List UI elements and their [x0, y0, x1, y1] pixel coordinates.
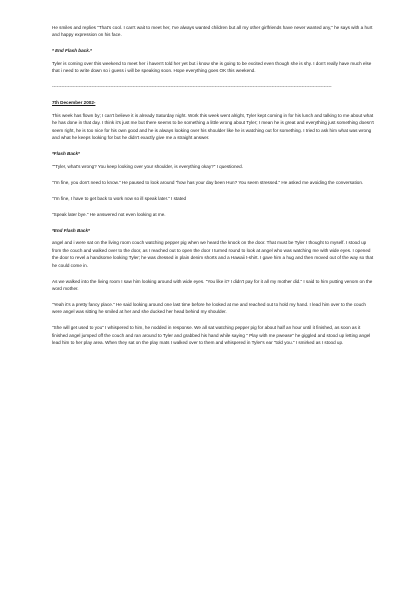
paragraph-angel-and-i: angel and i were sat on the living room couch watching pepper pig when we heard the knock on the door. That must be Tyler I thought to myself. I stood up from the couch and walked over to the door, as I reached out to open the door I turned round to look at angel who was watching me with wide eyes. I opened the door to revel a handsome looking Tyler; he was dressed in plain denim shorts and a Hawaii t-shirt. I gave him a hug and then moved out of the way so that he could come in. [52, 240, 374, 268]
paragraph-fancy-place: "Yeah it's a pretty fancy place." He said looking around one last time before he looked at me and reached out to hold my hand. I lead him over to the couch were angel was sitting he smiled at her and she ducked her head behind my shoulder. [52, 302, 366, 315]
paragraph-tyler-whats-wrong: ""Tyler, what's wrong? You keep looking over your shoulder, is everything okay?" I questioned. [52, 163, 243, 169]
paragraph-get-used-to-you: "She will get used to you" I whispered to him, he nodded in response. We all sat watching pepper pig for about half an hour until it finished, as soon as it finished angel jumped off the couch and ran around to Tyler and grabbed his hand while saying " Play with me pwease" he giggled and stood up letting angel lead him to her play area. When they sat on the play mats I walked over to them and whispered in Tyler's ear "told you." I smirked as I stood up. [52, 325, 371, 346]
paragraph-back-to-work: "I'm fine, I have to get back to work now so ill speak later." I stated [52, 195, 187, 201]
paragraph-tyler-coming-over: Tyler is coming over this weekend to meet her i haven't told her yet but i know she is going to be excited even though she is shy. I don't really have much else that i need to write down so i guess i will be speaking soon. Hope everything goes OK this weekend. [52, 60, 372, 74]
paragraph-living-room: As we walked into the living room I saw him looking around with wide eyes. "You like it? I didn't pay for it all my mother did." I said to him putting venom on the word mother. [52, 278, 373, 291]
flash-back-label: *Flash Back* [52, 151, 80, 157]
paragraph-week-flown-by: This week has flown by; I can't believe it is already Saturday night. Work this week went alright, Tyler kept coming in for his lunch and talking to me about what he has done in that day. I think it's just me but there seems to be something a little wrong about Tyler; I mean he is great and everything just something doesn't seem right, he is too nice for his own good and he is always looking over his shoulder like he is watching out for something. I tried to ask him what was wrong and what he keeps looking for but he didn't exactly give me a straight answer. [52, 112, 374, 141]
section-divider: --------------------------------------------------------------------------------------------------------------------------------------------------------------------------------- [52, 84, 332, 90]
entry-date: 7th December 2002- [52, 100, 96, 106]
end-flash-back-label-2: *End Flash Back* [52, 227, 90, 233]
end-flash-back-label: * End Flash back.* [52, 48, 92, 54]
paragraph-hes-smiles: He smiles and replies "That's cool. I can't wait to meet her, I've always wanted children but all my other girlfriends have never wanted any," he says with a hurt and happy expression on his face. [52, 25, 373, 38]
paragraph-im-fine: "I'm fine, you don't need to know." He paused to look around "how has your day been Hun? You seem stressed." He asked me avoiding the conversation. [52, 179, 364, 185]
paragraph-speak-later: "Speak later bye." He answered not even looking at me. [52, 211, 166, 217]
